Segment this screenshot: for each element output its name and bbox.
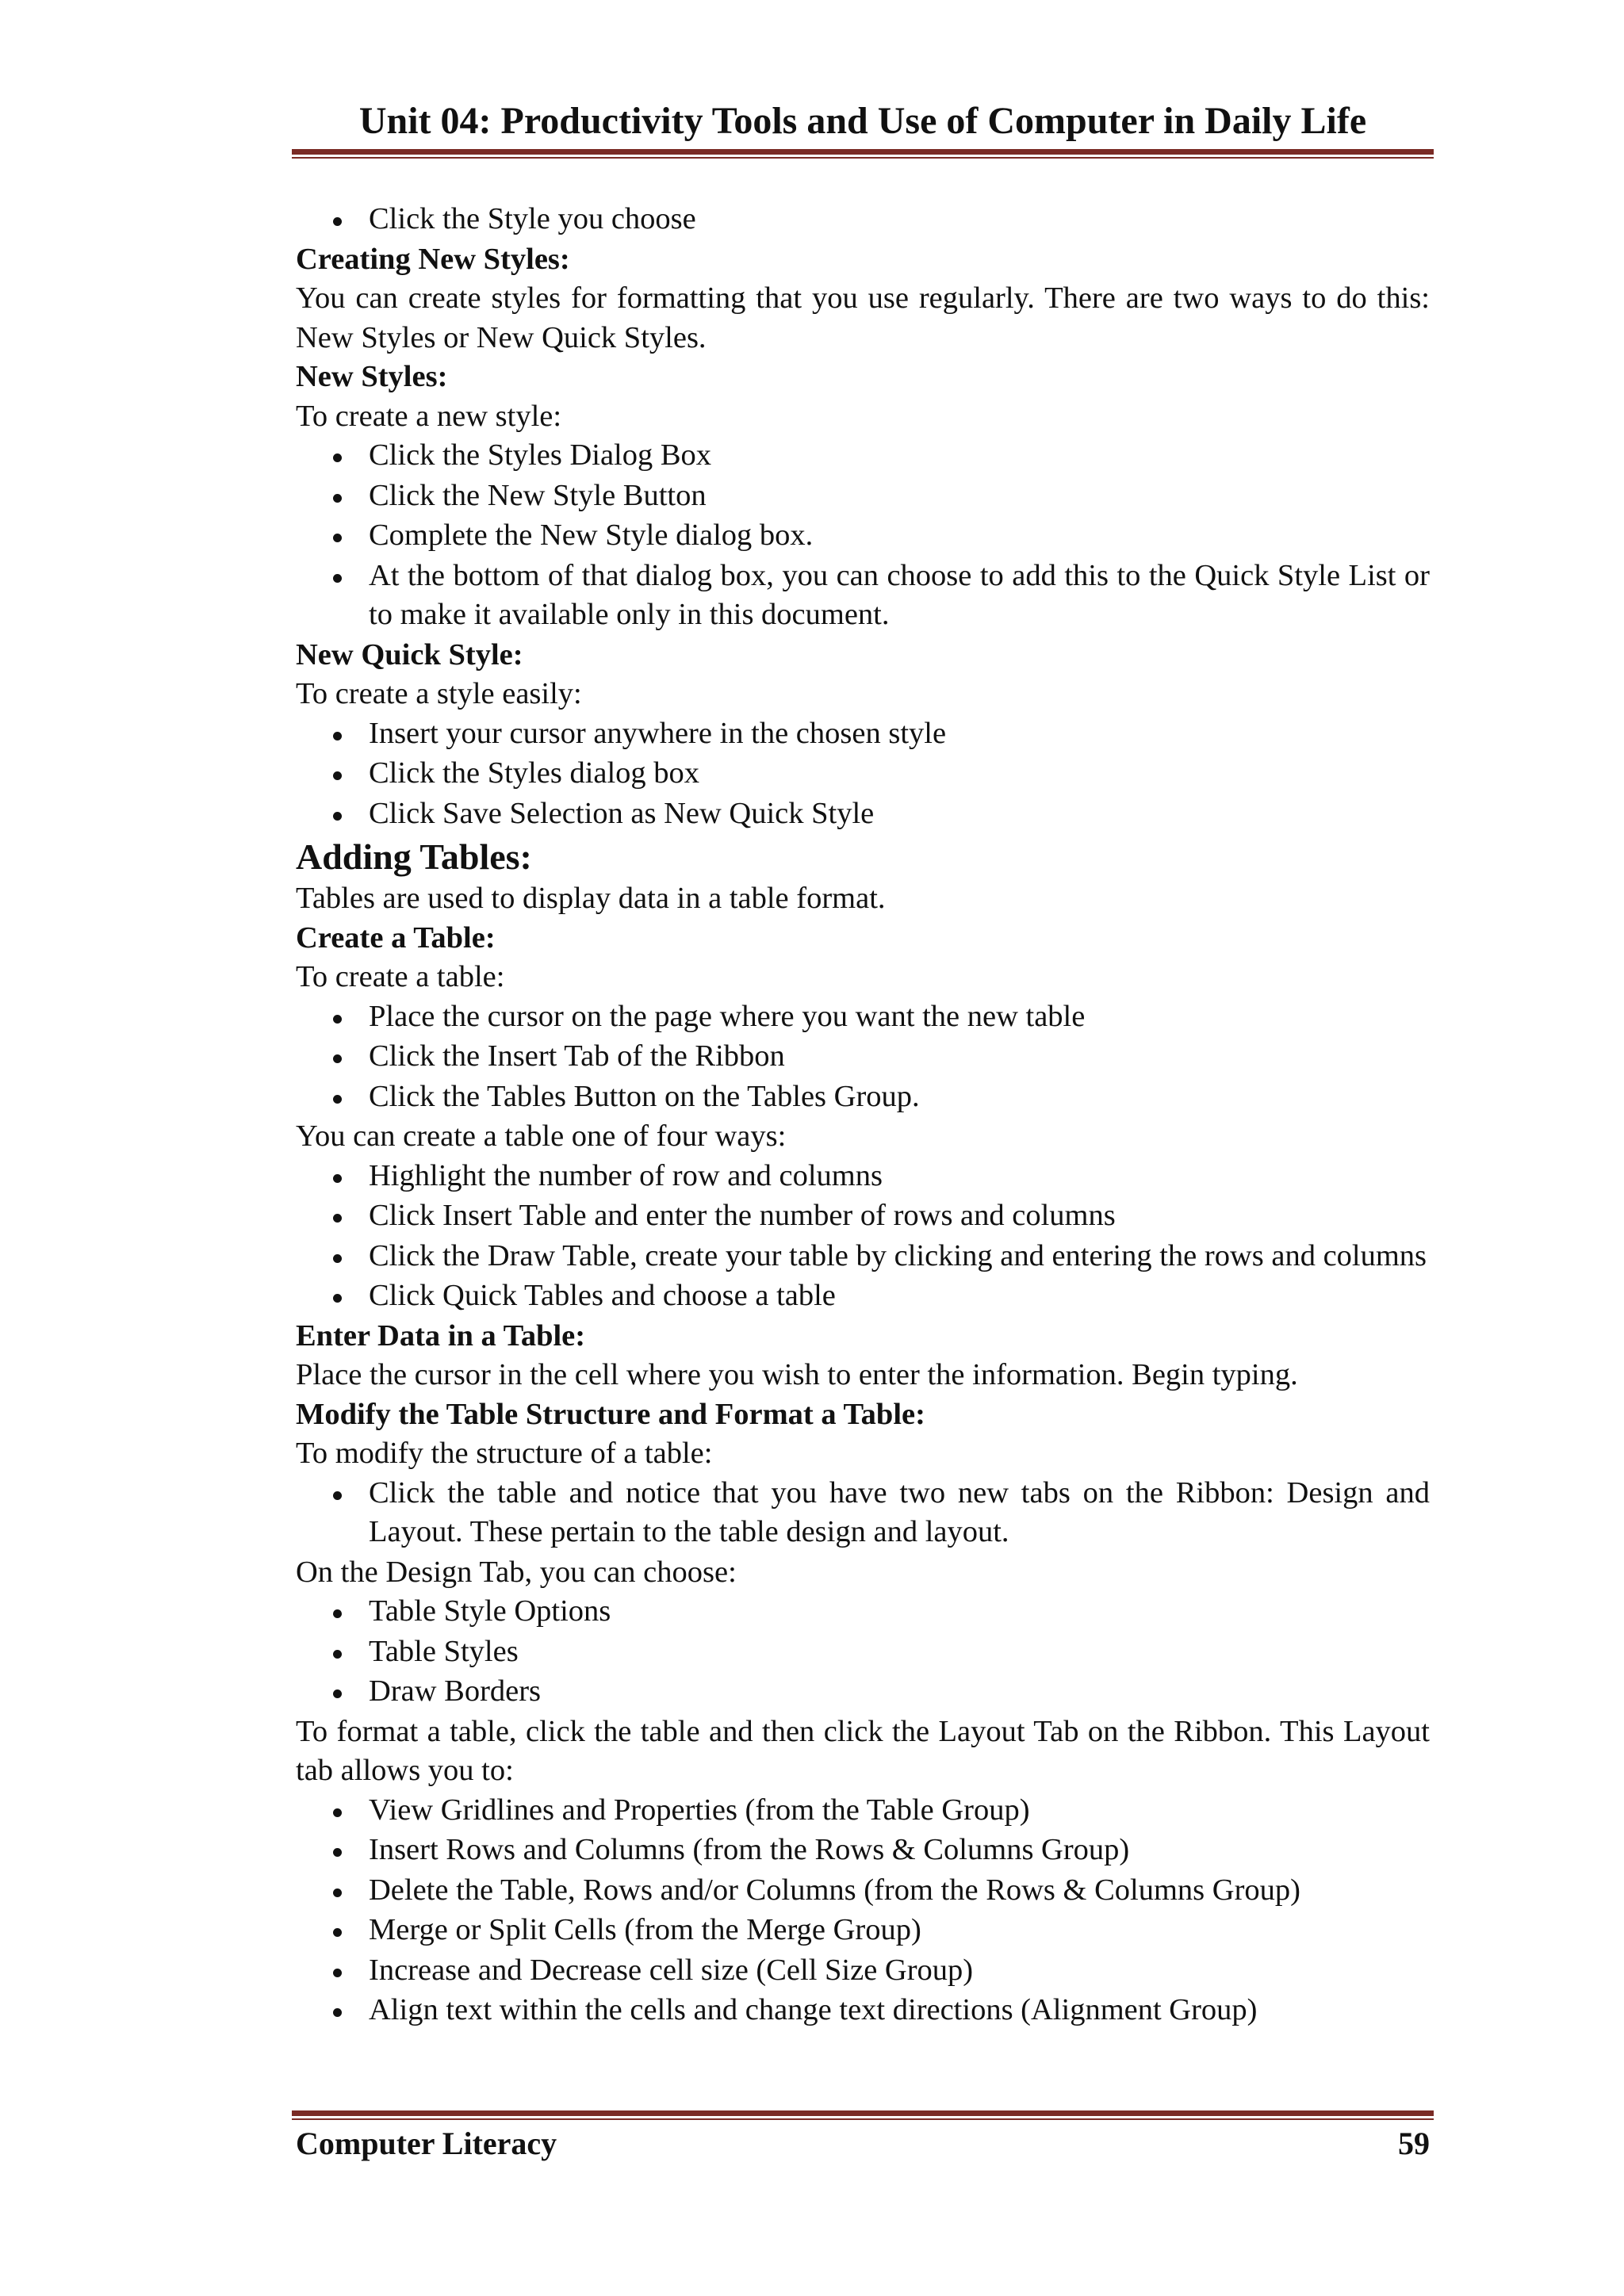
list-item-text: Click the New Style Button (369, 478, 707, 512)
list-item-text: Click Quick Tables and choose a table (369, 1279, 836, 1312)
page-header-title: Unit 04: Productivity Tools and Use of Computer in Daily Life (358, 100, 1367, 142)
list-item (296, 714, 1430, 754)
list-item (296, 1037, 1430, 1077)
list-item-text: Draw Borders (369, 1674, 542, 1708)
bullet-icon (333, 1888, 342, 1897)
bullet-icon (333, 812, 342, 821)
bullet-icon (333, 1015, 342, 1024)
list-item-text: At the bottom of that dialog box, you can choose to add this to the Quick Style List or to make it available only in this document. (369, 558, 1430, 631)
list-item (296, 436, 1430, 476)
bullet-list (296, 997, 1430, 1117)
paragraph: To create a style easily: (296, 677, 582, 710)
list-item (296, 1592, 1430, 1632)
paragraph: You can create styles for formatting that you use regularly. There are two ways to do this: New Styles or New Quick Styles. (296, 281, 1430, 354)
paragraph: To create a table: (296, 960, 505, 993)
list-item (296, 1196, 1430, 1236)
paragraph: On the Design Tab, you can choose: (296, 1555, 737, 1589)
paragraph: To format a table, click the table and then click the Layout Tab on the Ribbon. This Layout tab allows you to: (296, 1714, 1430, 1787)
bullet-list (296, 200, 1430, 239)
bullet-icon (333, 1928, 342, 1937)
heading-adding-tables: Adding Tables: (296, 836, 532, 877)
list-item (296, 1474, 1430, 1552)
bullet-icon (333, 732, 342, 740)
list-item-text: Click the Style you choose (369, 202, 696, 235)
bullet-icon (333, 453, 342, 462)
bullet-icon (333, 1848, 342, 1857)
bullet-list (296, 1592, 1430, 1712)
list-item (296, 1632, 1430, 1672)
list-item-text: Insert your cursor anywhere in the chosen style (369, 716, 947, 750)
list-item (296, 1077, 1430, 1117)
page-footer (296, 2122, 1430, 2166)
bullet-icon (333, 1214, 342, 1223)
list-item-text: Delete the Table, Rows and/or Columns (from the Rows & Columns Group) (369, 1873, 1300, 1907)
list-item (296, 1991, 1430, 2030)
list-item (296, 1871, 1430, 1911)
page-content (296, 200, 1430, 2031)
bullet-list (296, 1791, 1430, 2030)
list-item-text: Complete the New Style dialog box. (369, 519, 814, 552)
list-item-text: Click Insert Table and enter the number of rows and columns (369, 1199, 1116, 1232)
paragraph: Tables are used to display data in a table format. (296, 882, 886, 915)
paragraph: To modify the structure of a table: (296, 1437, 713, 1470)
bullet-icon (333, 1609, 342, 1618)
list-item-text: Increase and Decrease cell size (Cell Size Group) (369, 1953, 974, 1987)
page-number: 59 (1398, 2126, 1430, 2161)
bullet-icon (333, 771, 342, 780)
list-item-text: Table Style Options (369, 1594, 611, 1628)
footer-title: Computer Literacy (296, 2126, 557, 2161)
list-item-text: View Gridlines and Properties (from the Table Group) (369, 1793, 1030, 1827)
heading-enter-data: Enter Data in a Table: (296, 1318, 586, 1353)
bullet-icon (333, 494, 342, 503)
bullet-list (296, 714, 1430, 834)
bullet-icon (333, 1294, 342, 1303)
bullet-list (296, 436, 1430, 635)
list-item (296, 1791, 1430, 1831)
bullet-icon (333, 2008, 342, 2017)
list-item-text: Insert Rows and Columns (from the Rows & Columns Group) (369, 1833, 1130, 1866)
bullet-icon (333, 574, 342, 583)
list-item-text: Place the cursor on the page where you want the new table (369, 999, 1086, 1033)
heading-create-a-table: Create a Table: (296, 920, 496, 955)
bullet-icon (333, 534, 342, 542)
list-item-text: Click Save Selection as New Quick Style (369, 796, 875, 830)
list-item-text: Click the Draw Table, create your table by clicking and entering the rows and columns (369, 1238, 1427, 1272)
bullet-icon (333, 1095, 342, 1104)
header-rule (292, 149, 1434, 159)
list-item (296, 516, 1430, 556)
bullet-icon (333, 1174, 342, 1183)
list-item-text: Click the Styles Dialog Box (369, 438, 712, 472)
bullet-icon (333, 1254, 342, 1263)
list-item-text: Click the Insert Tab of the Ribbon (369, 1039, 785, 1073)
bullet-list (296, 1474, 1430, 1552)
bullet-icon (333, 217, 342, 226)
list-item (296, 200, 1430, 239)
bullet-icon (333, 1689, 342, 1698)
heading-modify-table: Modify the Table Structure and Format a Table: (296, 1397, 925, 1431)
heading-new-quick-style: New Quick Style: (296, 637, 523, 672)
list-item-text: Table Styles (369, 1634, 519, 1668)
list-item-text: Click the Tables Button on the Tables Group. (369, 1079, 920, 1113)
list-item (296, 1951, 1430, 1991)
list-item-text: Click the table and notice that you have two new tabs on the Ribbon: Design and Layout. These pertain to the table design and layout. (369, 1475, 1430, 1548)
list-item-text: Merge or Split Cells (from the Merge Group) (369, 1913, 921, 1946)
list-item (296, 794, 1430, 834)
bullet-icon (333, 1491, 342, 1500)
list-item (296, 1672, 1430, 1712)
list-item (296, 754, 1430, 794)
list-item (296, 1911, 1430, 1950)
list-item (296, 1276, 1430, 1316)
list-item (296, 1237, 1430, 1276)
list-item (296, 997, 1430, 1037)
list-item (296, 476, 1430, 516)
paragraph: Place the cursor in the cell where you wish to enter the information. Begin typing. (296, 1358, 1298, 1391)
list-item-text: Highlight the number of row and columns (369, 1158, 883, 1192)
bullet-icon (333, 1650, 342, 1659)
bullet-icon (333, 1808, 342, 1817)
footer-rule (292, 2110, 1434, 2120)
list-item (296, 1157, 1430, 1196)
bullet-list (296, 1157, 1430, 1316)
list-item (296, 1831, 1430, 1870)
heading-new-styles: New Styles: (296, 360, 448, 393)
bullet-icon (333, 1054, 342, 1063)
heading-creating-new-styles: Creating New Styles: (296, 242, 570, 276)
list-item-text: Click the Styles dialog box (369, 756, 700, 790)
paragraph: To create a new style: (296, 399, 562, 433)
paragraph: You can create a table one of four ways: (296, 1119, 787, 1153)
list-item-text: Align text within the cells and change text directions (Alignment Group) (369, 1993, 1258, 2026)
list-item (296, 557, 1430, 635)
bullet-icon (333, 1969, 342, 1977)
